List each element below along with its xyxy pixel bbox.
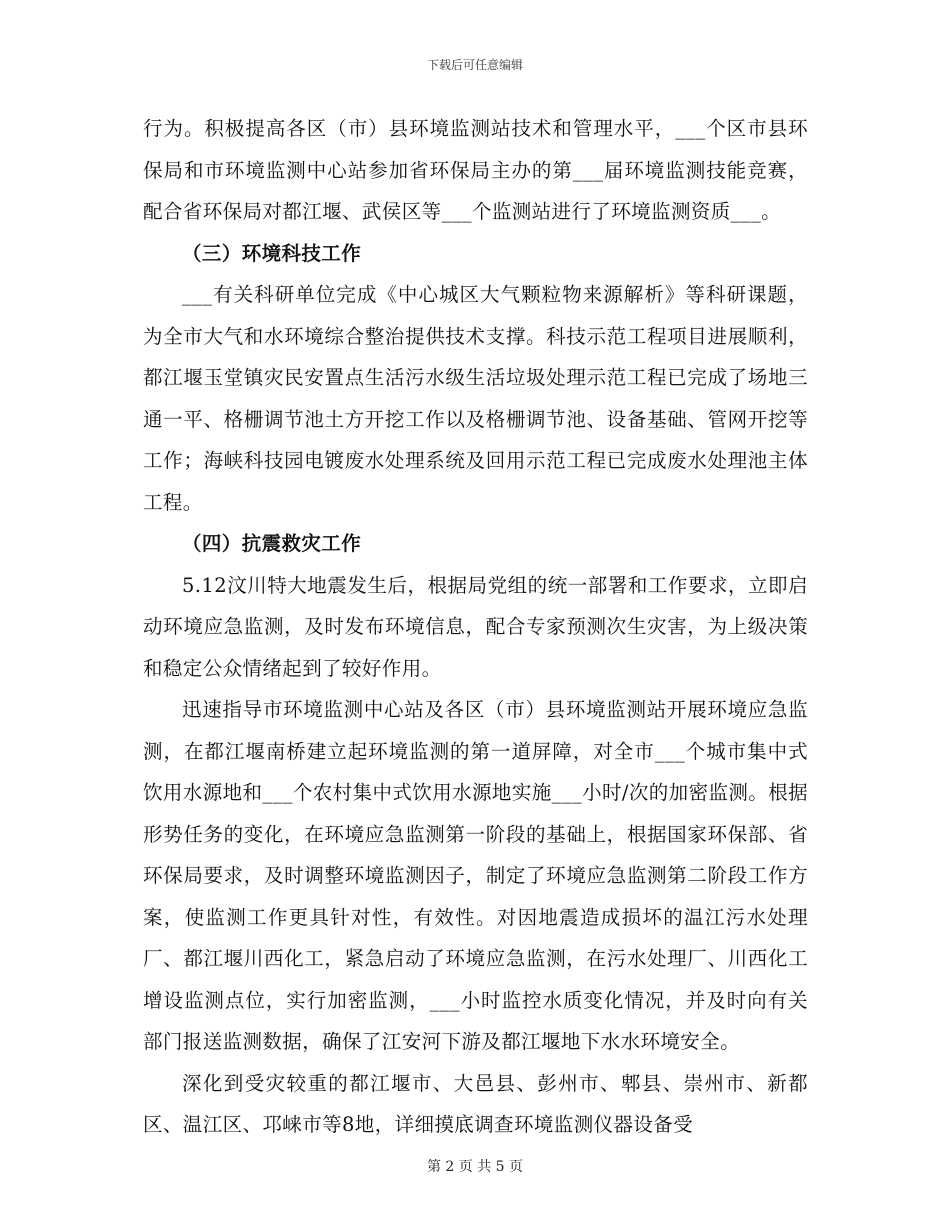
section-heading-tech: （三）环境科技工作 [182,241,362,265]
page-number: 第 2 页 共 5 页 [426,1159,524,1175]
paragraph-tech-work: ___有关科研单位完成《中心城区大气颗粒物来源解析》等科研课题，为全市大气和水环境综合整治提供技术支撑。科技示范工程项目进展顺利，都江堰玉堂镇灾民安置点生活污水级生活垃圾处理示范工程已完成了场地三通一平、格栅调节池土方开挖工作以及格栅调节池、设备基础、管网开挖等工作；海峡科技园电镀废水处理系统及回用示范工程已完成废水处理池主体工程。 [143,283,808,514]
paragraph-earthquake-response: 5.12汶川特大地震发生后，根据局党组的统一部署和工作要求，立即启动环境应急监测，及时发布环境信息，配合专家预测次生灾害，为上级决策和稳定公众情绪起到了较好作用。 [143,573,808,680]
document-body [143,108,808,1146]
paragraph-continuation: 行为。积极提高各区（市）县环境监测站技术和管理水平，___个区市县环保局和市环境监测中心站参加省环保局主办的第___届环境监测技能竞赛，配合省环保局对都江堰、武侯区等___个监测站进行了环境监测资质___。 [143,117,808,223]
paragraph-survey: 深化到受灾较重的都江堰市、大邑县、彭州市、郫县、崇州市、新都区、温江区、邛崃市等8地，详细摸底调查环境监测仪器设备受 [143,1071,808,1136]
paragraph-emergency-monitoring: 迅速指导市环境监测中心站及各区（市）县环境监测站开展环境应急监测，在都江堰南桥建立起环境监测的第一道屏障，对全市___个城市集中式饮用水源地和___个农村集中式饮用水源地实施___小时/次的加密监测。根据形势任务的变化，在环境应急监测第一阶段的基础上，根据国家环保部、省环保局要求，及时调整环境监测因子，制定了环境应急监测第二阶段工作方案，使监测工作更具针对性，有效性。对因地震造成损坏的温江污水处理厂、都江堰川西化工，紧急启动了环境应急监测，在污水处理厂、川西化工增设监测点位，实行加密监测，___小时监控水质变化情况，并及时向有关部门报送监测数据，确保了江安河下游及都江堰地下水水环境安全。 [143,698,808,1053]
section-heading-earthquake: （四）抗震救灾工作 [182,532,362,555]
page-header: 下载后可任意编辑 [426,58,523,72]
